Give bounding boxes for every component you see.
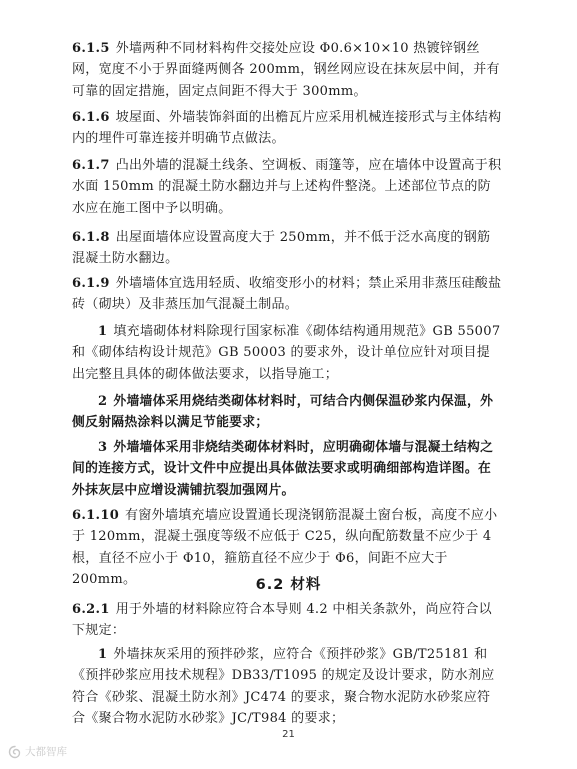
watermark [8,744,67,759]
clause-number: 6.1.8 [72,230,110,245]
item-number: 1 [98,324,108,339]
clause-text: 坡屋面、外墙装饰斜面的出檐瓦片应采用机械连接形式与主体结构内的埋件可靠连接并明确节点做法。 [72,110,502,147]
item-6-1-9-3 [72,437,502,501]
watermark-text: 大都智库 [25,746,67,758]
clause-text: 出屋面墙体应设置高度大于 250mm，并不低于泛水高度的钢筋混凝土防水翻边。 [72,230,491,267]
clause-6-2-1 [72,599,502,642]
clause-number: 6.2.1 [72,602,110,617]
item-text: 外墙墙体采用烧结类砌体材料时，可结合内侧保温砂浆内保温，外侧反射隔热涂料以满足节能要求； [72,394,494,431]
item-6-1-9-2 [72,391,502,434]
clause-6-1-5 [72,38,502,102]
clause-6-1-9 [72,273,502,316]
item-text: 外墙抹灰采用的预拌砂浆，应符合《预拌砂浆》GB/T25181 和《预拌砂浆应用技术规程》DB33/T1095 的规定及设计要求，防水剂应符合《砂浆、混凝土防水剂》JC474 的要求，聚合物水泥防水砂浆应符合《聚合物水泥防水砂浆》JC/T984 的要求； [72,647,495,726]
clause-number: 6.1.6 [72,110,110,125]
clause-number: 6.1.5 [72,41,110,56]
item-number: 3 [98,440,108,455]
clause-text: 有窗外墙填充墙应设置通长现浇钢筋混凝土窗台板，高度不应小于 120mm，混凝土强度等级不应低于 C25，纵向配筋数量不应少于 4 根，直径不应小于 Φ10，箍筋直径不应少于 Φ6，间距不应大于 200mm。 [72,508,498,587]
item-text: 填充墙砌体材料除现行国家标准《砌体结构通用规范》GB 55007 和《砌体结构设计规范》GB 50003 的要求外，设计单位应针对项目提出完整且具体的砌体做法要求，以指导施工； [72,324,501,382]
clause-text: 用于外墙的材料除应符合本导则 4.2 中相关条款外，尚应符合以下规定： [72,602,492,639]
section-title: 6.2 材料 [255,577,322,593]
clause-6-1-6 [72,107,502,150]
clause-number: 6.1.10 [72,508,120,523]
clause-text: 凸出外墙的混凝土线条、空调板、雨篷等，应在墙体中设置高于积水面 150mm 的混凝土防水翻边并与上述构件整浇。上述部位节点的防水应在施工图中予以明确。 [72,158,502,216]
clause-text: 外墙两种不同材料构件交接处应设 Φ0.6×10×10 热镀锌钢丝网，宽度不小于界面缝两侧各 200mm，钢丝网应设在抹灰层中间，并有可靠的固定措施，固定点间距不得大于 300mm。 [72,41,500,99]
clause-number: 6.1.7 [72,158,110,173]
clause-number: 6.1.9 [72,276,110,291]
item-number: 1 [98,647,108,662]
item-6-2-1-1 [72,644,502,729]
swirl-logo-icon [8,745,22,759]
clause-text: 外墙墙体宜选用轻质、收缩变形小的材料；禁止采用非蒸压硅酸盐砖（砌块）及非蒸压加气混凝土制品。 [72,276,502,313]
clause-6-1-7 [72,155,502,219]
item-6-1-9-1 [72,321,502,385]
clause-6-1-8 [72,227,502,270]
page-number: 21 [282,729,295,740]
item-number: 2 [98,394,108,409]
item-text: 外墙墙体采用非烧结类砌体材料时，应明确砌体墙与混凝土结构之间的连接方式，设计文件中应提出具体做法要求或明确细部构造详图。在外抹灰层中应增设满铺抗裂加强网片。 [72,440,494,498]
